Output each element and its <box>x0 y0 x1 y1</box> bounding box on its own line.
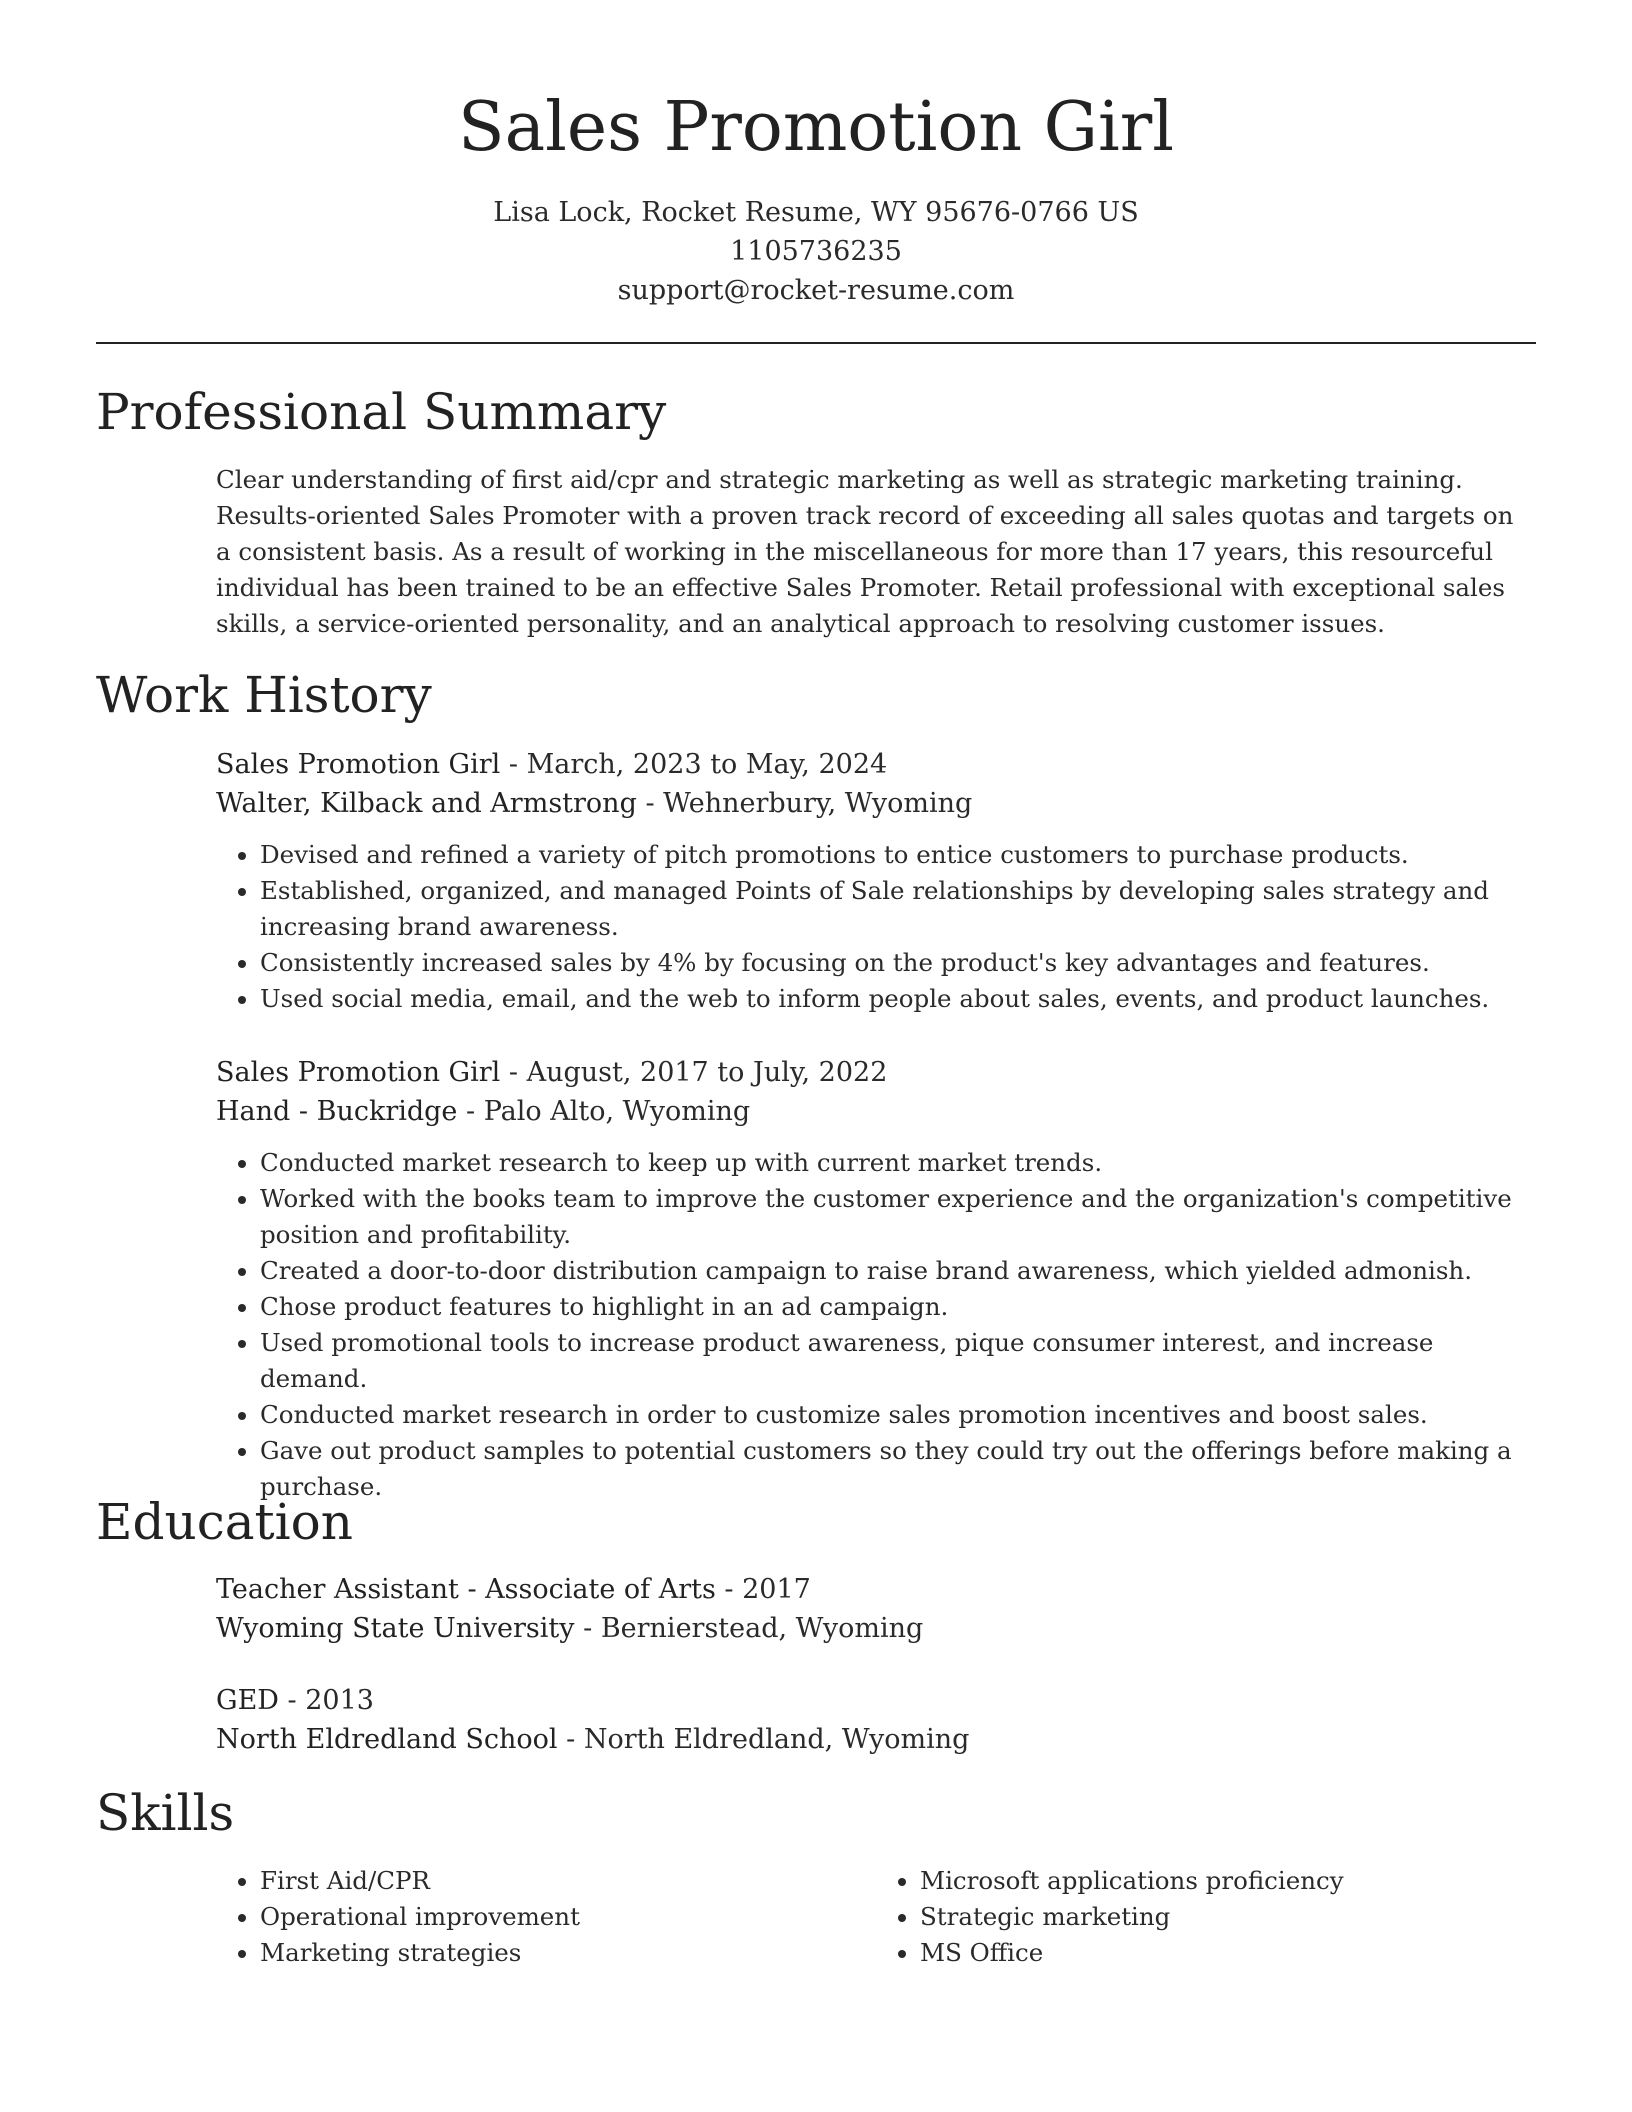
skill-item: • Marketing strategies <box>260 1935 876 1971</box>
education-school-line <box>216 1609 1536 1648</box>
job-bullets <box>216 837 1536 1017</box>
skill-item: • Strategic marketing <box>920 1899 1536 1935</box>
job-company-line <box>216 1092 1536 1131</box>
contact-address: Lisa Lock, Rocket Resume, WY 95676-0766 US <box>493 197 1139 228</box>
education-degree-line <box>216 1681 1536 1720</box>
education-school-line <box>216 1720 1536 1759</box>
job-bullet: • Worked with the books team to improve the customer experience and the organization's competitive position and profitability. <box>260 1181 1536 1253</box>
job-bullet: • Established, organized, and managed Points of Sale relationships by developing sales strategy and increasing brand awareness. <box>260 873 1536 945</box>
skill-item: • First Aid/CPR <box>260 1863 876 1899</box>
summary-text: Clear understanding of first aid/cpr and strategic marketing as well as strategic marketing training. Results-oriented Sales Promoter with a proven track record of exceeding all sales quotas and targets on a consistent basis. As a result of working in the miscellaneous for more than 17 years, this resourceful individual has been trained to be an effective Sales Promoter. Retail professional with exceptional sales skills, a service-oriented personality, and an analytical approach to resolving customer issues. <box>216 465 1514 638</box>
education-degree: GED <box>216 1685 279 1716</box>
skills-list-left <box>216 1863 876 1971</box>
job-dates: - March, 2023 to May, 2024 <box>500 749 888 780</box>
education-heading: Education <box>96 1493 353 1551</box>
job-bullet: • Gave out product samples to potential customers so they could try out the offerings before making a purchase. <box>260 1433 1536 1505</box>
education-location: - North Eldredland, Wyoming <box>557 1724 970 1755</box>
job-bullet: • Chose product features to highlight in an ad campaign. <box>260 1289 1536 1325</box>
education-year: - 2017 <box>715 1574 811 1605</box>
job-location: - Wehnerbury, Wyoming <box>636 788 973 819</box>
summary-section <box>96 382 1536 642</box>
job-bullet: • Devised and refined a variety of pitch promotions to entice customers to purchase products. <box>260 837 1536 873</box>
job-location: - Palo Alto, Wyoming <box>457 1096 751 1127</box>
job-bullet: • Consistently increased sales by 4% by focusing on the product's key advantages and features. <box>260 945 1536 981</box>
skills-columns <box>216 1863 1536 1971</box>
job-bullet: • Conducted market research to keep up with current market trends. <box>260 1145 1536 1181</box>
job-company: Walter, Kilback and Armstrong <box>216 788 637 819</box>
contact-email: support@rocket-resume.com <box>617 275 1015 306</box>
job-bullet: • Used social media, email, and the web to inform people about sales, events, and product launches. <box>260 981 1536 1017</box>
education-entry <box>216 1681 1536 1759</box>
job-title-line <box>216 1053 1536 1092</box>
job-bullet: • Conducted market research in order to customize sales promotion incentives and boost sales. <box>260 1397 1536 1433</box>
education-degree-line <box>216 1570 1536 1609</box>
skills-section <box>96 1783 1536 1971</box>
contact-phone: 1105736235 <box>730 236 902 267</box>
education-location: - Bernierstead, Wyoming <box>574 1613 924 1644</box>
skill-item: • Operational improvement <box>260 1899 876 1935</box>
education-year: - 2013 <box>278 1685 374 1716</box>
job-bullet: • Created a door-to-door distribution campaign to raise brand awareness, which yielded admonish. <box>260 1253 1536 1289</box>
contact-info <box>0 193 1632 310</box>
job-entry <box>216 745 1536 1017</box>
header-divider <box>96 342 1536 344</box>
job-bullets <box>216 1145 1536 1505</box>
education-entry <box>216 1570 1536 1648</box>
job-dates: - August, 2017 to July, 2022 <box>500 1057 888 1088</box>
summary-heading: Professional Summary <box>96 383 667 441</box>
job-company-line <box>216 784 1536 823</box>
work-history-section <box>96 665 1536 1505</box>
skill-item: • Microsoft applications proficiency <box>920 1863 1536 1899</box>
job-entry <box>216 1053 1536 1505</box>
skill-item: • MS Office <box>920 1935 1536 1971</box>
education-section <box>96 1492 1536 1759</box>
skills-list-right <box>876 1863 1536 1971</box>
education-school: North Eldredland School <box>216 1724 558 1755</box>
job-title-line <box>216 745 1536 784</box>
education-degree: Teacher Assistant - Associate of Arts <box>216 1574 716 1605</box>
job-title: Sales Promotion Girl <box>216 1057 501 1088</box>
job-bullet: • Used promotional tools to increase product awareness, pique consumer interest, and increase demand. <box>260 1325 1536 1397</box>
education-school: Wyoming State University <box>216 1613 575 1644</box>
skills-heading: Skills <box>96 1784 235 1842</box>
work-history-heading: Work History <box>96 666 432 724</box>
job-title: Sales Promotion Girl <box>216 749 501 780</box>
candidate-name: Sales Promotion Girl <box>458 88 1174 167</box>
job-company: Hand - Buckridge <box>216 1096 458 1127</box>
